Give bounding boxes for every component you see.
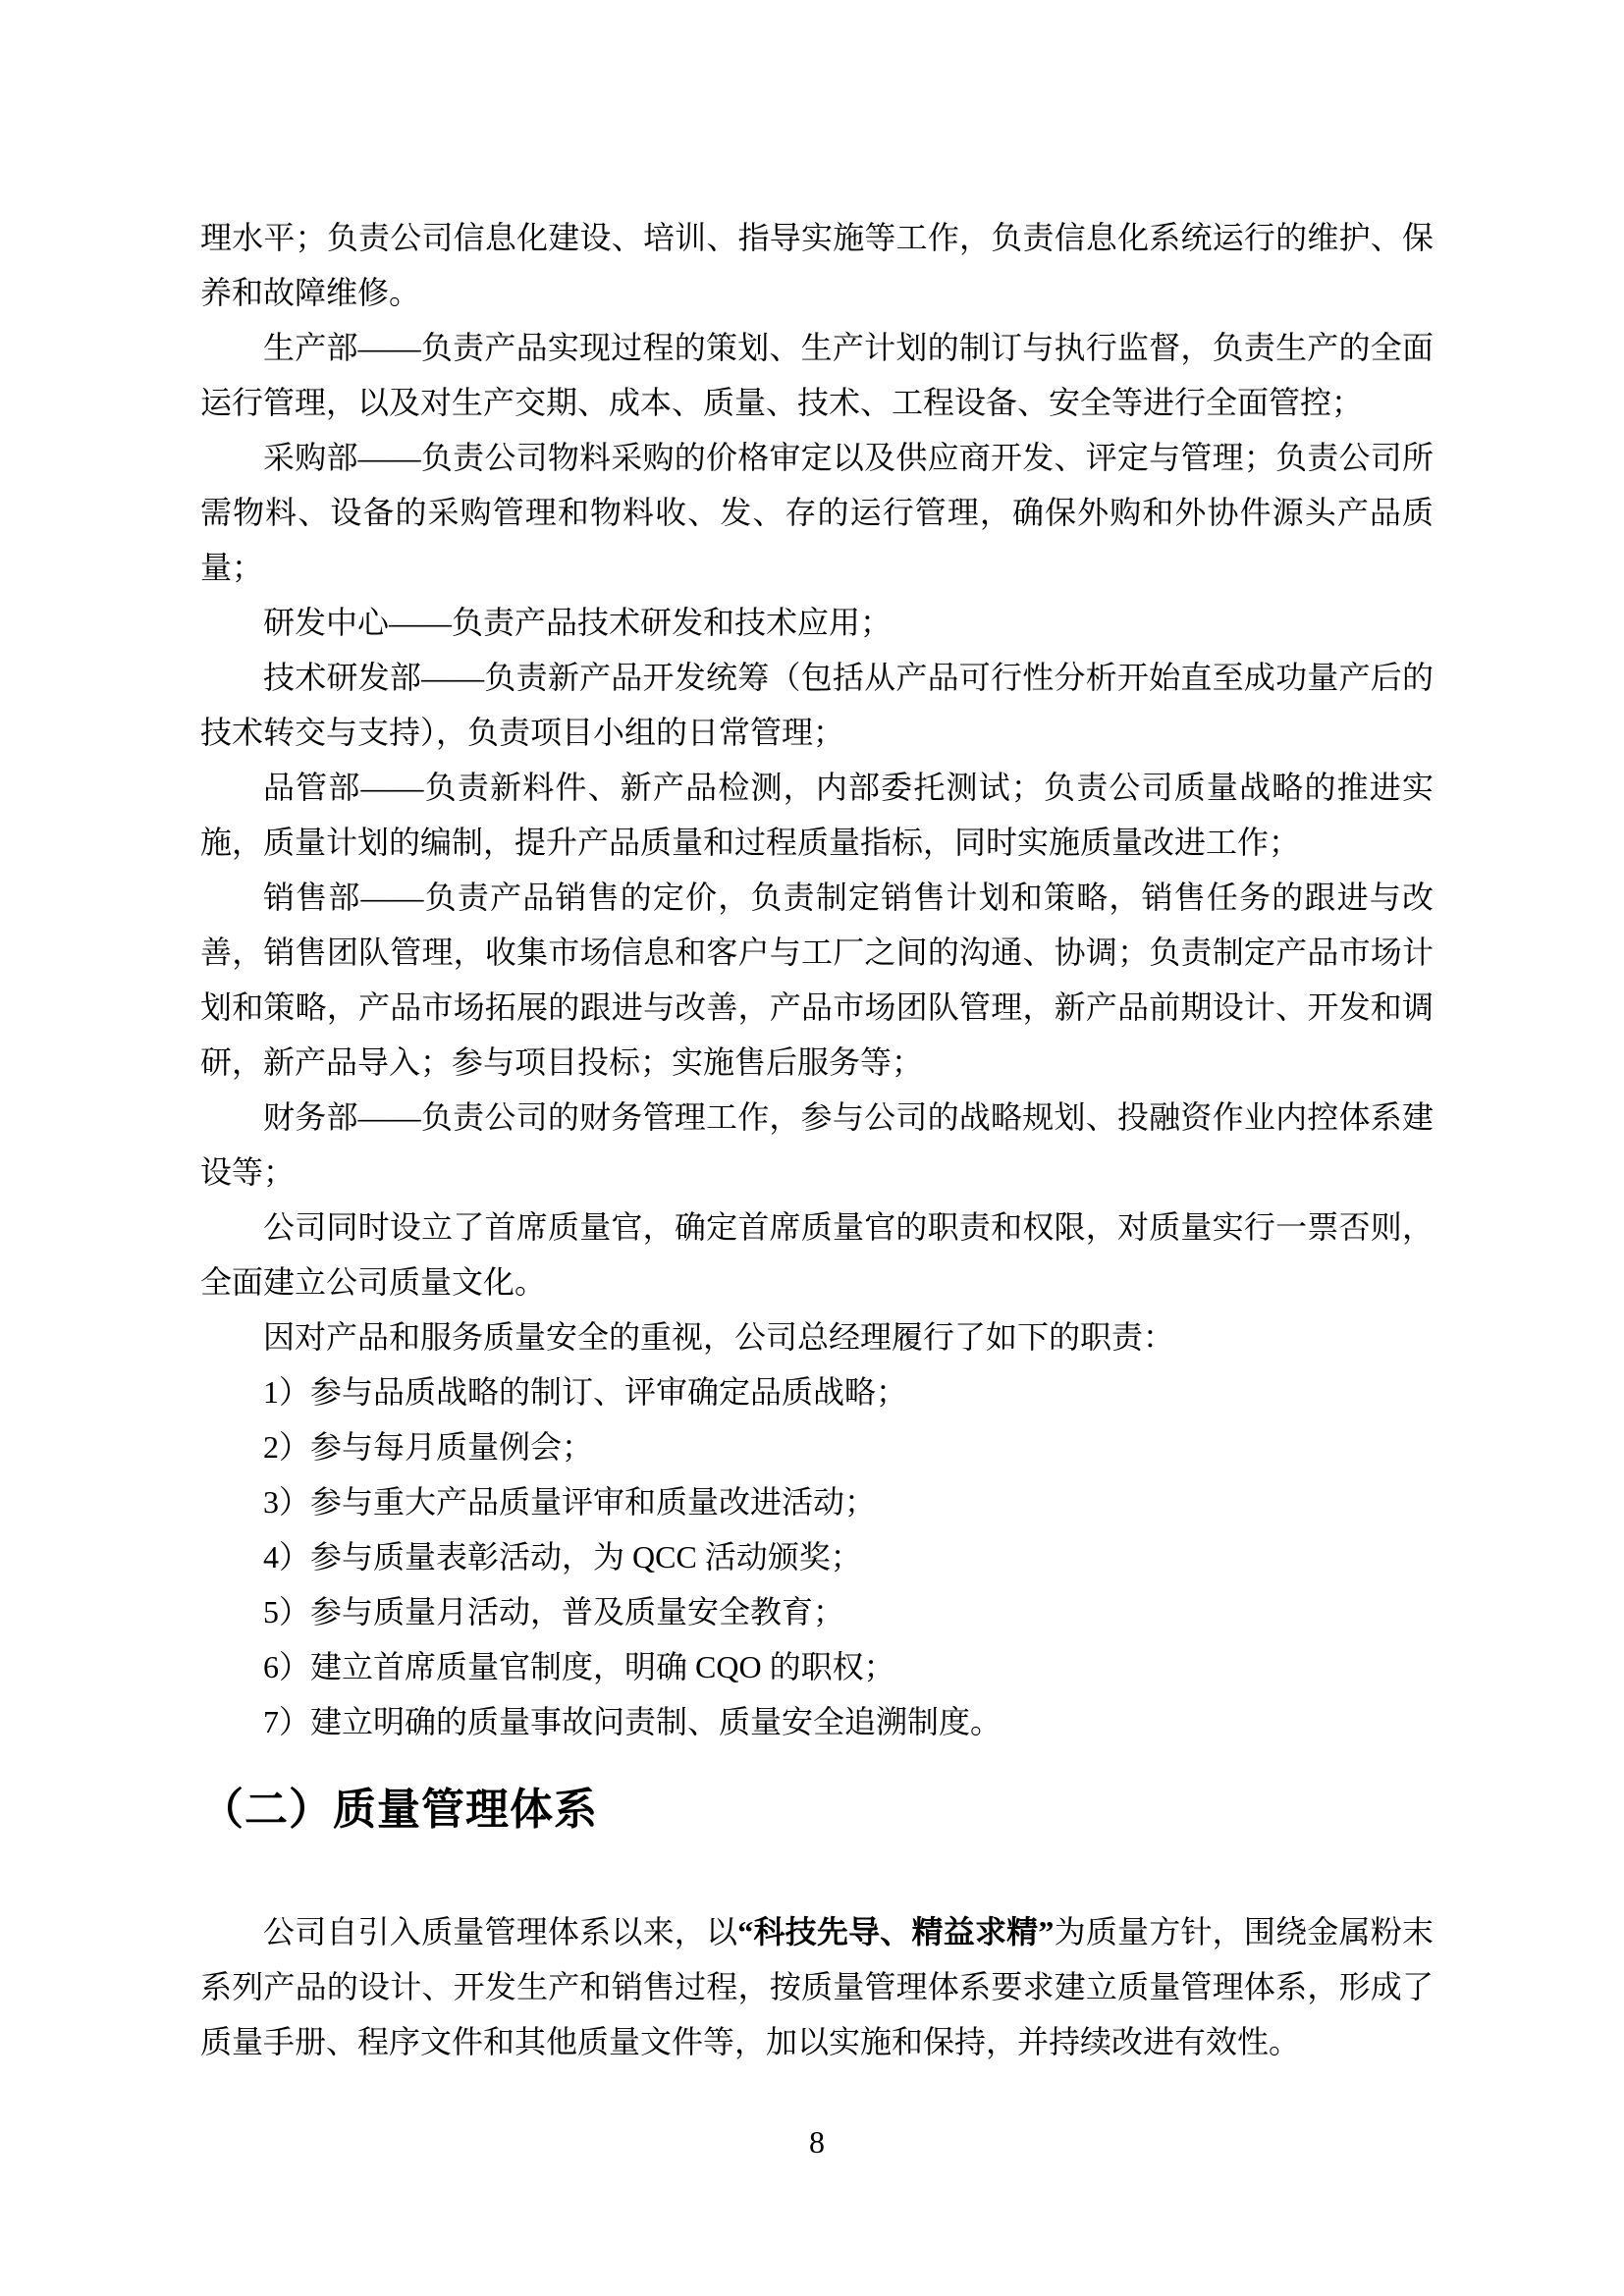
body-paragraph-rd-center: 研发中心——负责产品技术研发和技术应用；: [263, 605, 893, 640]
duty-item-3: 3）参与重大产品质量评审和质量改进活动；: [263, 1484, 877, 1520]
body-paragraph-tech-rd-dept: 技术研发部——负责新产品开发统筹（包括从产品可行性分析开始直至成功量产后的技术转交与支持），负责项目小组的日常管理；: [200, 660, 1434, 750]
body-paragraph-sales-dept: 销售部——负责产品销售的定价，负责制定销售计划和策略，销售任务的跟进与改善，销售团队管理，收集市场信息和客户与工厂之间的沟通、协调；负责制定产品市场计划和策略，产品市场拓展的跟进与改善，产品市场团队管理，新产品前期设计、开发和调研，新产品导入；参与项目投标；实施售后服务等；: [200, 880, 1434, 1080]
body-paragraph-purchasing-dept: 采购部——负责公司物料采购的价格审定以及供应商开发、评定与管理；负责公司所需物料、设备的采购管理和物料收、发、存的运行管理，确保外购和外协件源头产品质量；: [200, 440, 1434, 585]
duty-item-2: 2）参与每月质量例会；: [263, 1429, 594, 1465]
document-body: [200, 210, 1434, 2069]
body-paragraph-gm-duties-intro: 因对产品和服务质量安全的重视，公司总经理履行了如下的职责：: [263, 1319, 1175, 1355]
body-paragraph-production-dept: 生产部——负责产品实现过程的策划、生产计划的制订与执行监督，负责生产的全面运行管理，以及对生产交期、成本、质量、技术、工程设备、安全等进行全面管控；: [200, 330, 1434, 420]
body-paragraph-quality-dept: 品管部——负责新料件、新产品检测，内部委托测试；负责公司质量战略的推进实施，质量计划的编制，提升产品质量和过程质量指标，同时实施质量改进工作；: [200, 770, 1434, 860]
section-heading-quality-management-system: （二）质量管理体系: [200, 1786, 598, 1834]
body-paragraph-finance-dept: 财务部——负责公司的财务管理工作，参与公司的战略规划、投融资作业内控体系建设等；: [200, 1099, 1434, 1190]
duty-item-1: 1）参与品质战略的制订、评审确定品质战略；: [263, 1374, 908, 1410]
quality-policy-bold: “科技先导、精益求精”: [737, 1914, 1055, 1949]
body-paragraph-continuation: 理水平；负责公司信息化建设、培训、指导实施等工作，负责信息化系统运行的维护、保养和故障维修。: [200, 220, 1434, 310]
page-number: 8: [809, 2124, 825, 2160]
duty-item-7: 7）建立明确的质量事故问责制、质量安全追溯制度。: [263, 1704, 1002, 1739]
duty-item-6: 6）建立首席质量官制度，明确 CQO 的职权；: [263, 1649, 895, 1684]
body-paragraph-chief-quality-officer: 公司同时设立了首席质量官，确定首席质量官的职责和权限，对质量实行一票否则，全面建立公司质量文化。: [200, 1209, 1434, 1300]
quality-paragraph-rest: 为质量方针，围绕金属粉末系列产品的设计、开发生产和销售过程，按质量管理体系要求建立质量管理体系，形成了质量手册、程序文件和其他质量文件等，加以实施和保持，并持续改进有效性。: [200, 1914, 1434, 2059]
gm-duty-list: [200, 1364, 1434, 1749]
duty-item-5: 5）参与质量月活动，普及质量安全教育；: [263, 1594, 845, 1629]
quality-paragraph-lead: 公司自引入质量管理体系以来，以: [263, 1914, 738, 1949]
quality-system-paragraph: [200, 1904, 1434, 2069]
duty-item-4: 4）参与质量表彰活动，为 QCC 活动颁奖；: [263, 1539, 862, 1575]
